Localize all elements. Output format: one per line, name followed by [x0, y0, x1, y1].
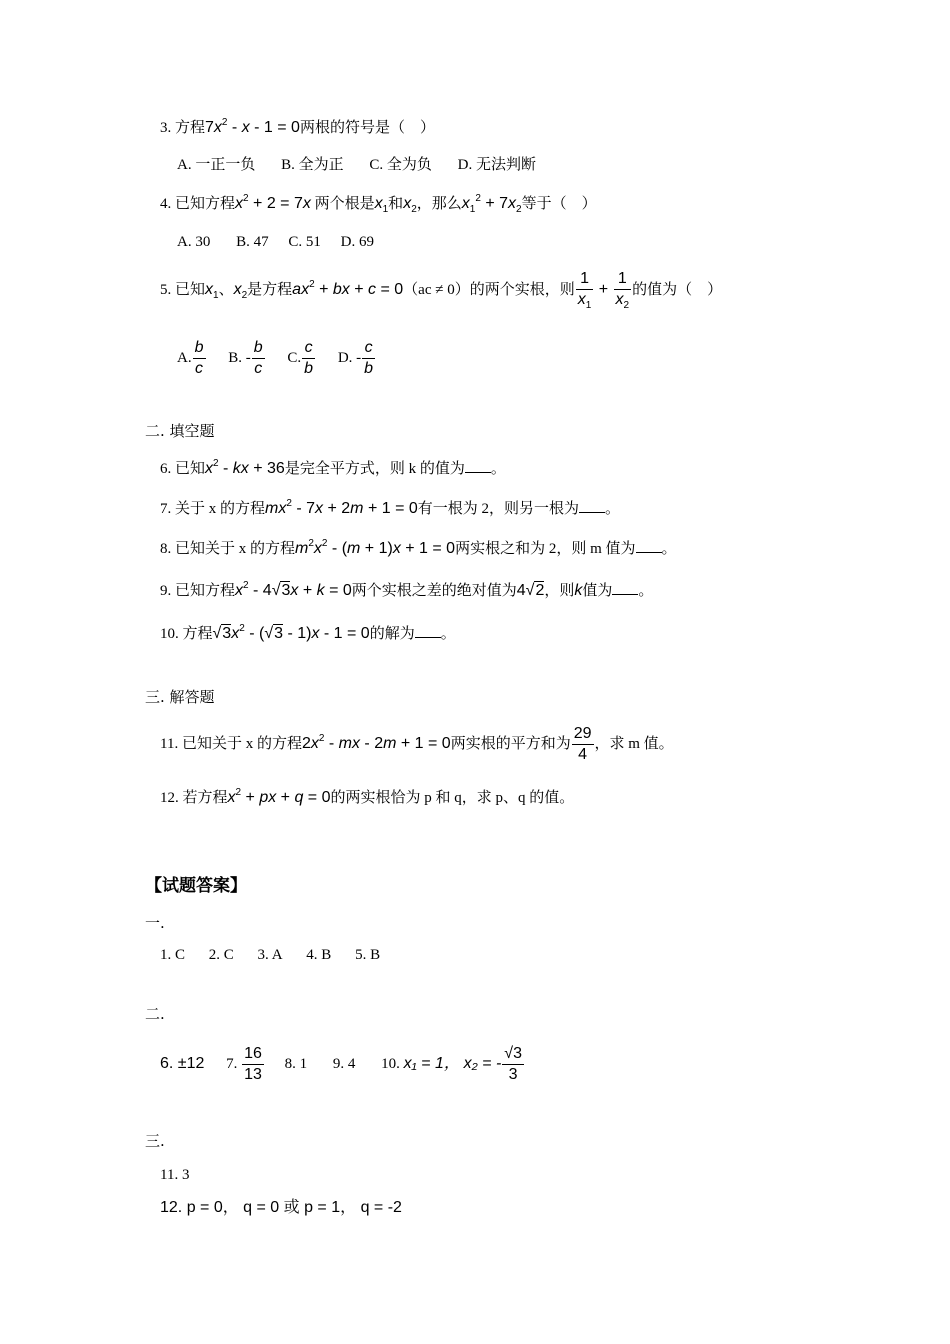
question-9: 9. 已知方程$x^2 - 4√3x + k = 0$两个实根之差的绝对值为4√2，则k值为 。 — [160, 580, 654, 599]
answer-9: 9. 4 — [332, 1056, 356, 1072]
q10-blank[interactable] — [415, 622, 441, 638]
answer-3: 3. A — [257, 947, 283, 963]
section-3-heading: 三. 解答题 — [145, 688, 215, 706]
q7-blank[interactable] — [579, 497, 605, 513]
q3-option-c: C. 全为负 — [369, 157, 432, 173]
answer-7: 7. $\frac{16}{13}$ — [226, 1045, 262, 1084]
q3-option-a: A. 一正一负 — [177, 157, 256, 173]
question-4: 4. 已知方程$x^2 + 2 = 7x$ 两个根是$x_1$和$x_2$，那么$x_1^2 + 7x_2$等于（ ） — [160, 193, 597, 215]
question-12: 12. 若方程$x^2$ + px + q = 0的两实根恰为 p 和 q，求 p、q 的值。 — [160, 787, 575, 806]
q4-option-b: B. 47 — [236, 234, 269, 250]
answer-12: 12. p = 0， q = 0 或 p = 1， q = -2 — [160, 1199, 402, 1216]
answers-part2-label: 二. — [145, 1005, 165, 1023]
answers-part1 — [160, 945, 380, 965]
q4-option-c: C. 51 — [288, 234, 321, 250]
q5-option-c: C. $\frac{c}{b}$ — [287, 339, 314, 378]
question-5: 5. 已知$x_1$、$x_2$是方程$ax^2$ + bx + c = 0（ac ≠ 0）的两个实根，则 $\frac{1}{x_1}$ + $\frac{1}{x_2}$ 的值为（ ） — [160, 270, 723, 312]
q5-expression: $\frac{1}{x_1}$ + $\frac{1}{x_2}$ — [577, 270, 630, 312]
question-3: 3. 方程$7x^2 - x - 1 = 0$两根的符号是（ ） — [160, 117, 435, 136]
q4-equation: $x^2 + 2 = 7x$ — [235, 193, 311, 212]
q5-option-a: A. $\frac{b}{c}$ — [177, 339, 204, 378]
q3-option-d: D. 无法判断 — [457, 157, 536, 173]
answer-8: 8. 1 — [284, 1056, 308, 1072]
answer-10: 10. x₁ = 1， x₂ = - $\frac{√3}{3}$ — [381, 1045, 522, 1084]
answer-6: 6. ±12 — [160, 1055, 205, 1072]
answer-11: 11. 3 — [160, 1167, 190, 1183]
q5-option-d: D. - $\frac{c}{b}$ — [337, 339, 374, 378]
q9-blank[interactable] — [612, 579, 638, 595]
answers-part2 — [160, 1042, 525, 1086]
q3-options — [177, 155, 536, 175]
answers-part3-label: 三. — [145, 1132, 165, 1150]
answers-title: 【试题答案】 — [145, 876, 247, 896]
q4-expression: $x_1^2 + 7x_2$ — [461, 193, 522, 215]
answer-1: 1. C — [160, 947, 186, 963]
question-10: 10. 方程$√3x^2 - (√3 - 1)x - 1 = 0$的解为 。 — [160, 623, 456, 642]
q8-blank[interactable] — [636, 537, 662, 553]
question-7: 7. 关于 x 的方程$mx^2 - 7x + 2m + 1 = 0$有一根为 2，则另一根为 。 — [160, 498, 621, 517]
question-6: 6. 已知$x^2$ - kx + 36是完全平方式，则 k 的值为 。 — [160, 458, 506, 477]
question-8: 8. 已知关于 x 的方程$m^2x^2 - (m + 1)x + 1 = 0$两实根之和为 2，则 m 值为 。 — [160, 538, 677, 557]
answer-4: 4. B — [306, 947, 332, 963]
q4-option-a: A. 30 — [177, 234, 211, 250]
q6-blank[interactable] — [465, 457, 491, 473]
q5-options — [177, 336, 376, 380]
q3-option-b: B. 全为正 — [281, 157, 344, 173]
q4-option-d: D. 69 — [340, 234, 374, 250]
answers-part1-label: 一. — [145, 914, 165, 932]
answer-5: 5. B — [355, 947, 381, 963]
q5-option-b: B. - $\frac{b}{c}$ — [228, 339, 263, 378]
q4-options — [177, 232, 374, 252]
q3-equation: $7x^2 - x - 1 = 0$ — [205, 117, 300, 136]
question-11: 11. 已知关于 x 的方程$2x^2$ - mx - 2m + 1 = 0两实根的平方和为 $\frac{29}{4}$ ，求 m 值。 — [160, 725, 674, 764]
q5-equation: $ax^2$ + bx + c = 0 — [292, 279, 404, 298]
answer-2: 2. C — [208, 947, 234, 963]
section-2-heading: 二. 填空题 — [145, 422, 215, 440]
